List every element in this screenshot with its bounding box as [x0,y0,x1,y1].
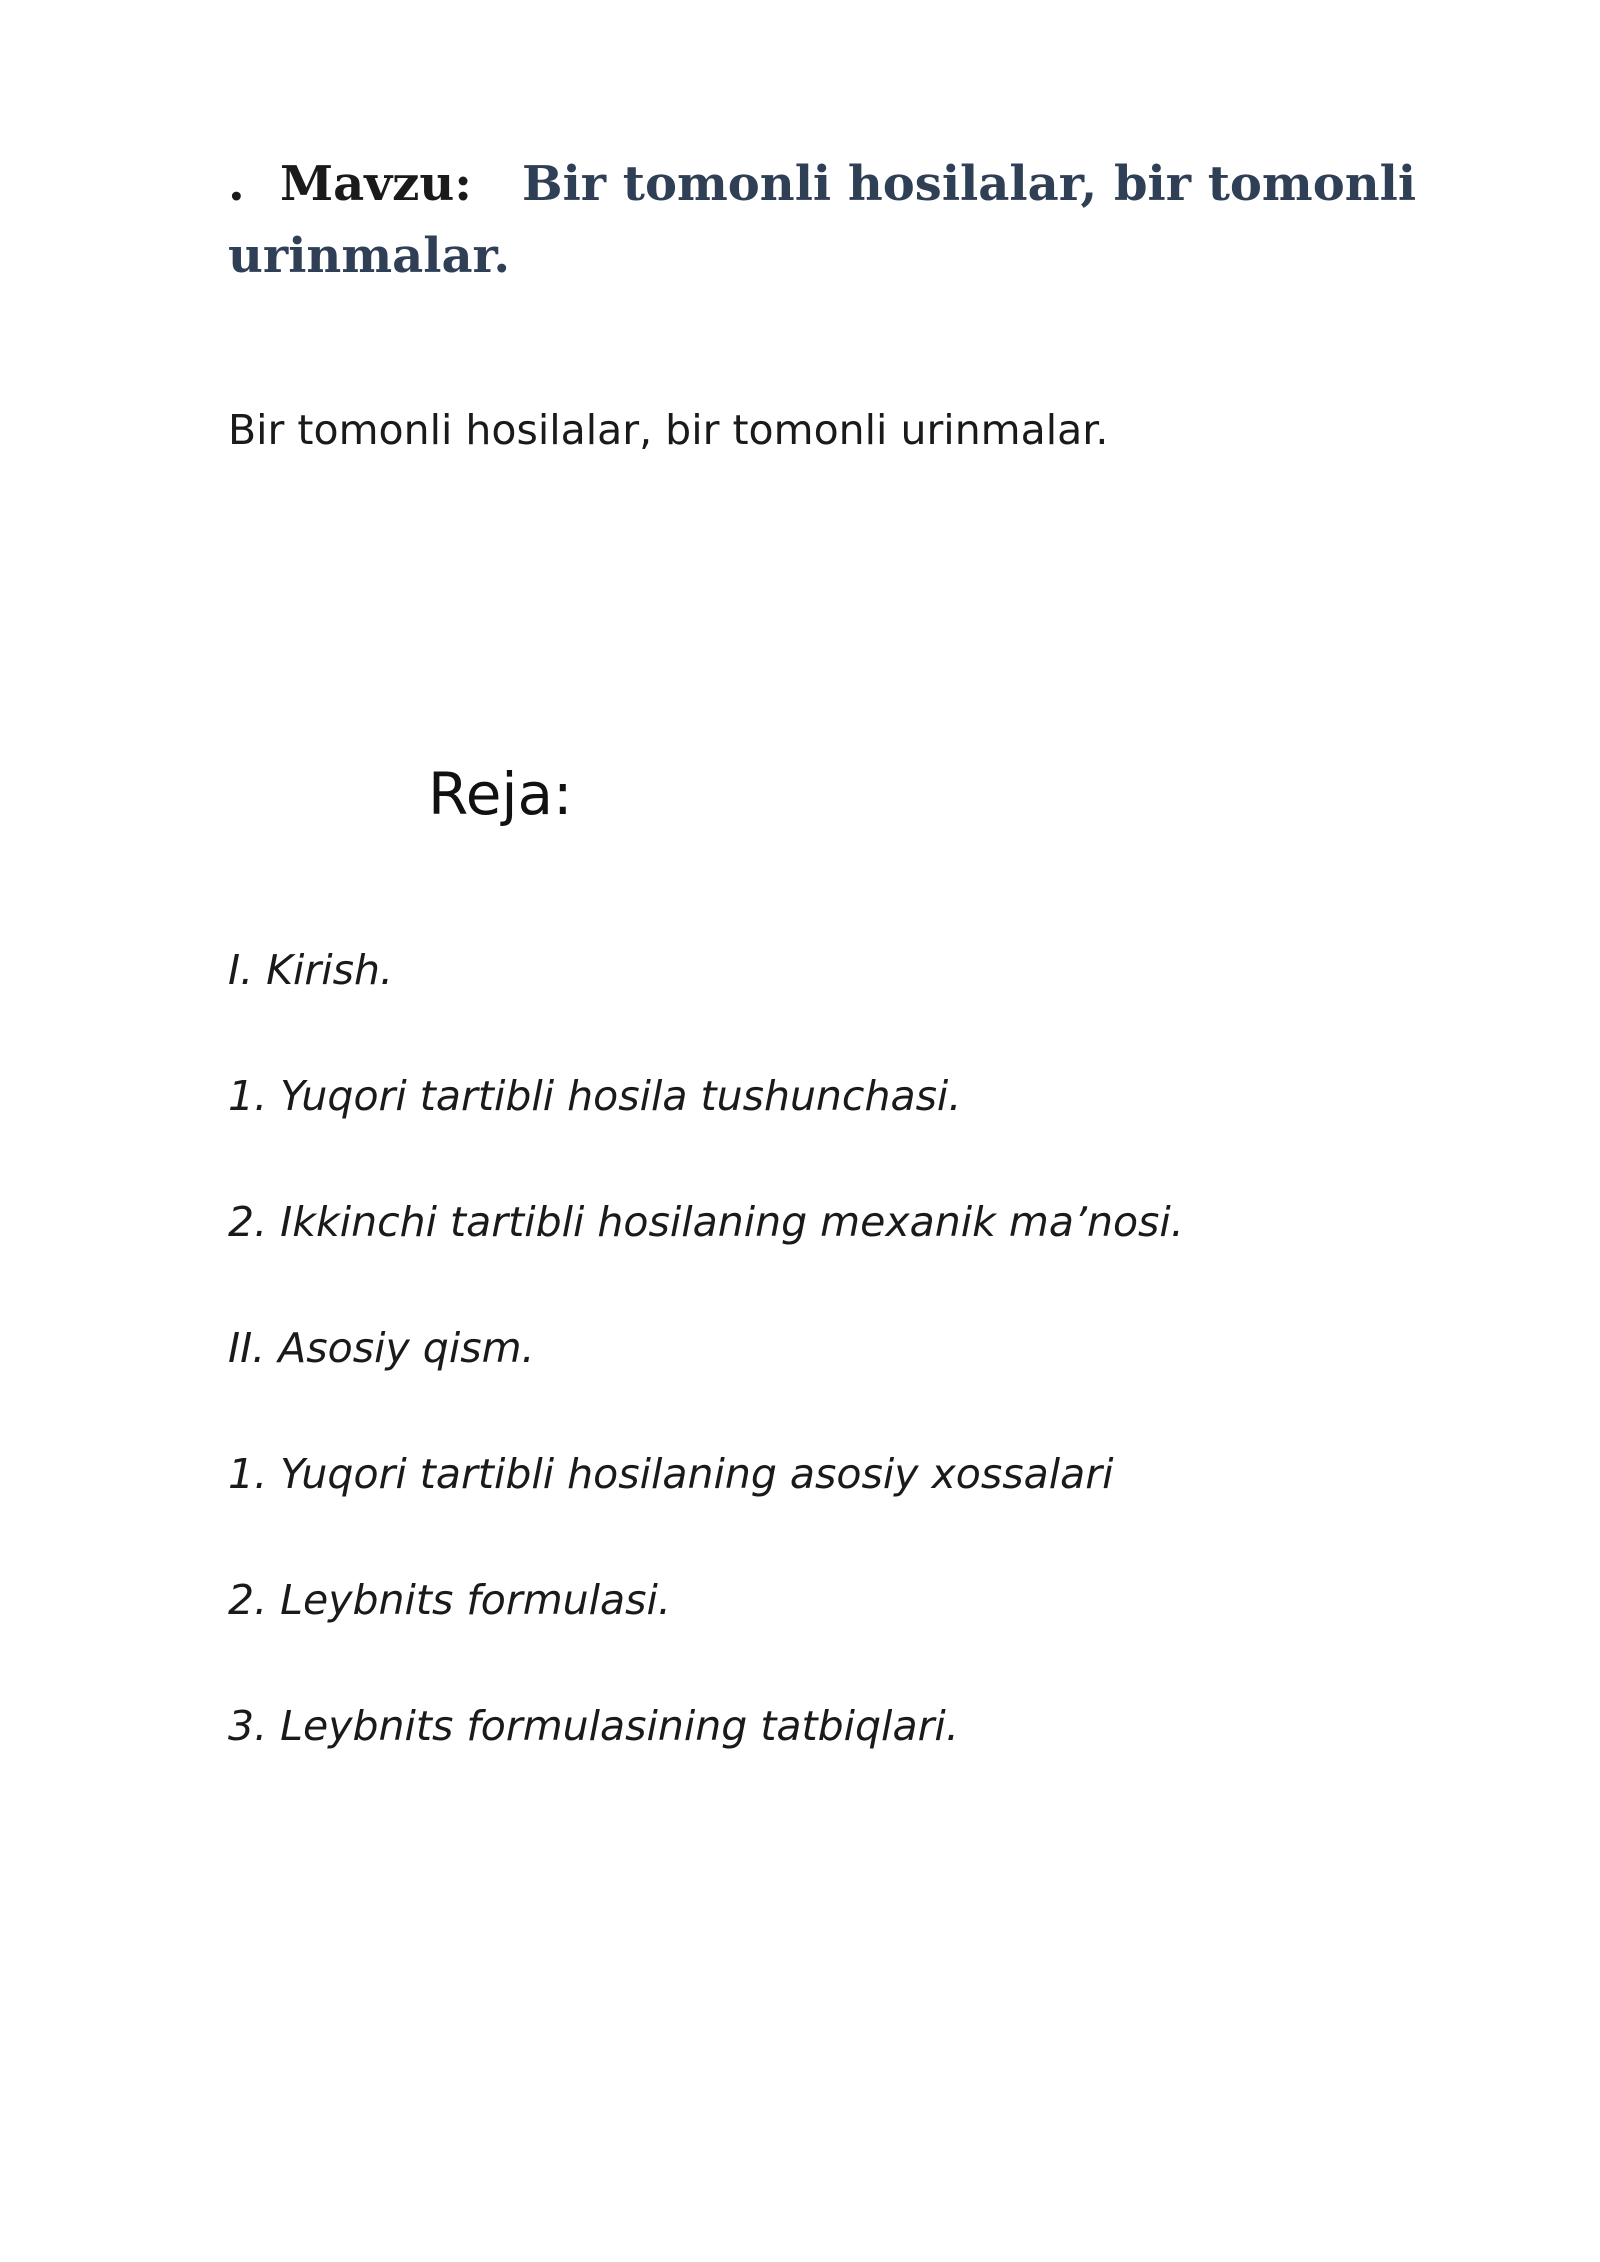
plan-item: 3. Leybnits formulasining tatbiqlari. [228,1702,959,1750]
plan-item: 1. Yuqori tartibli hosila tushunchasi. [228,1072,962,1120]
topic-subtitle: Bir tomonli hosilalar, bir tomonli urinmalar. [228,406,1109,454]
topic-heading [228,148,1428,292]
heading-bullet: . [228,156,245,212]
plan-item: I. Kirish. [228,946,394,994]
topic-label: Mavzu: [280,156,472,212]
plan-item: 2. Ikkinchi tartibli hosilaning mexanik ma’nosi. [228,1198,1184,1246]
plan-heading: Reja: [428,760,573,828]
topic-title: Bir tomonli hosilalar, bir tomonli urinmalar. [228,156,1417,284]
plan-item: 1. Yuqori tartibli hosilaning asosiy xossalari [228,1450,1114,1498]
plan-list [228,940,1184,1822]
plan-item: II. Asosiy qism. [228,1324,535,1372]
plan-item: 2. Leybnits formulasi. [228,1576,671,1624]
